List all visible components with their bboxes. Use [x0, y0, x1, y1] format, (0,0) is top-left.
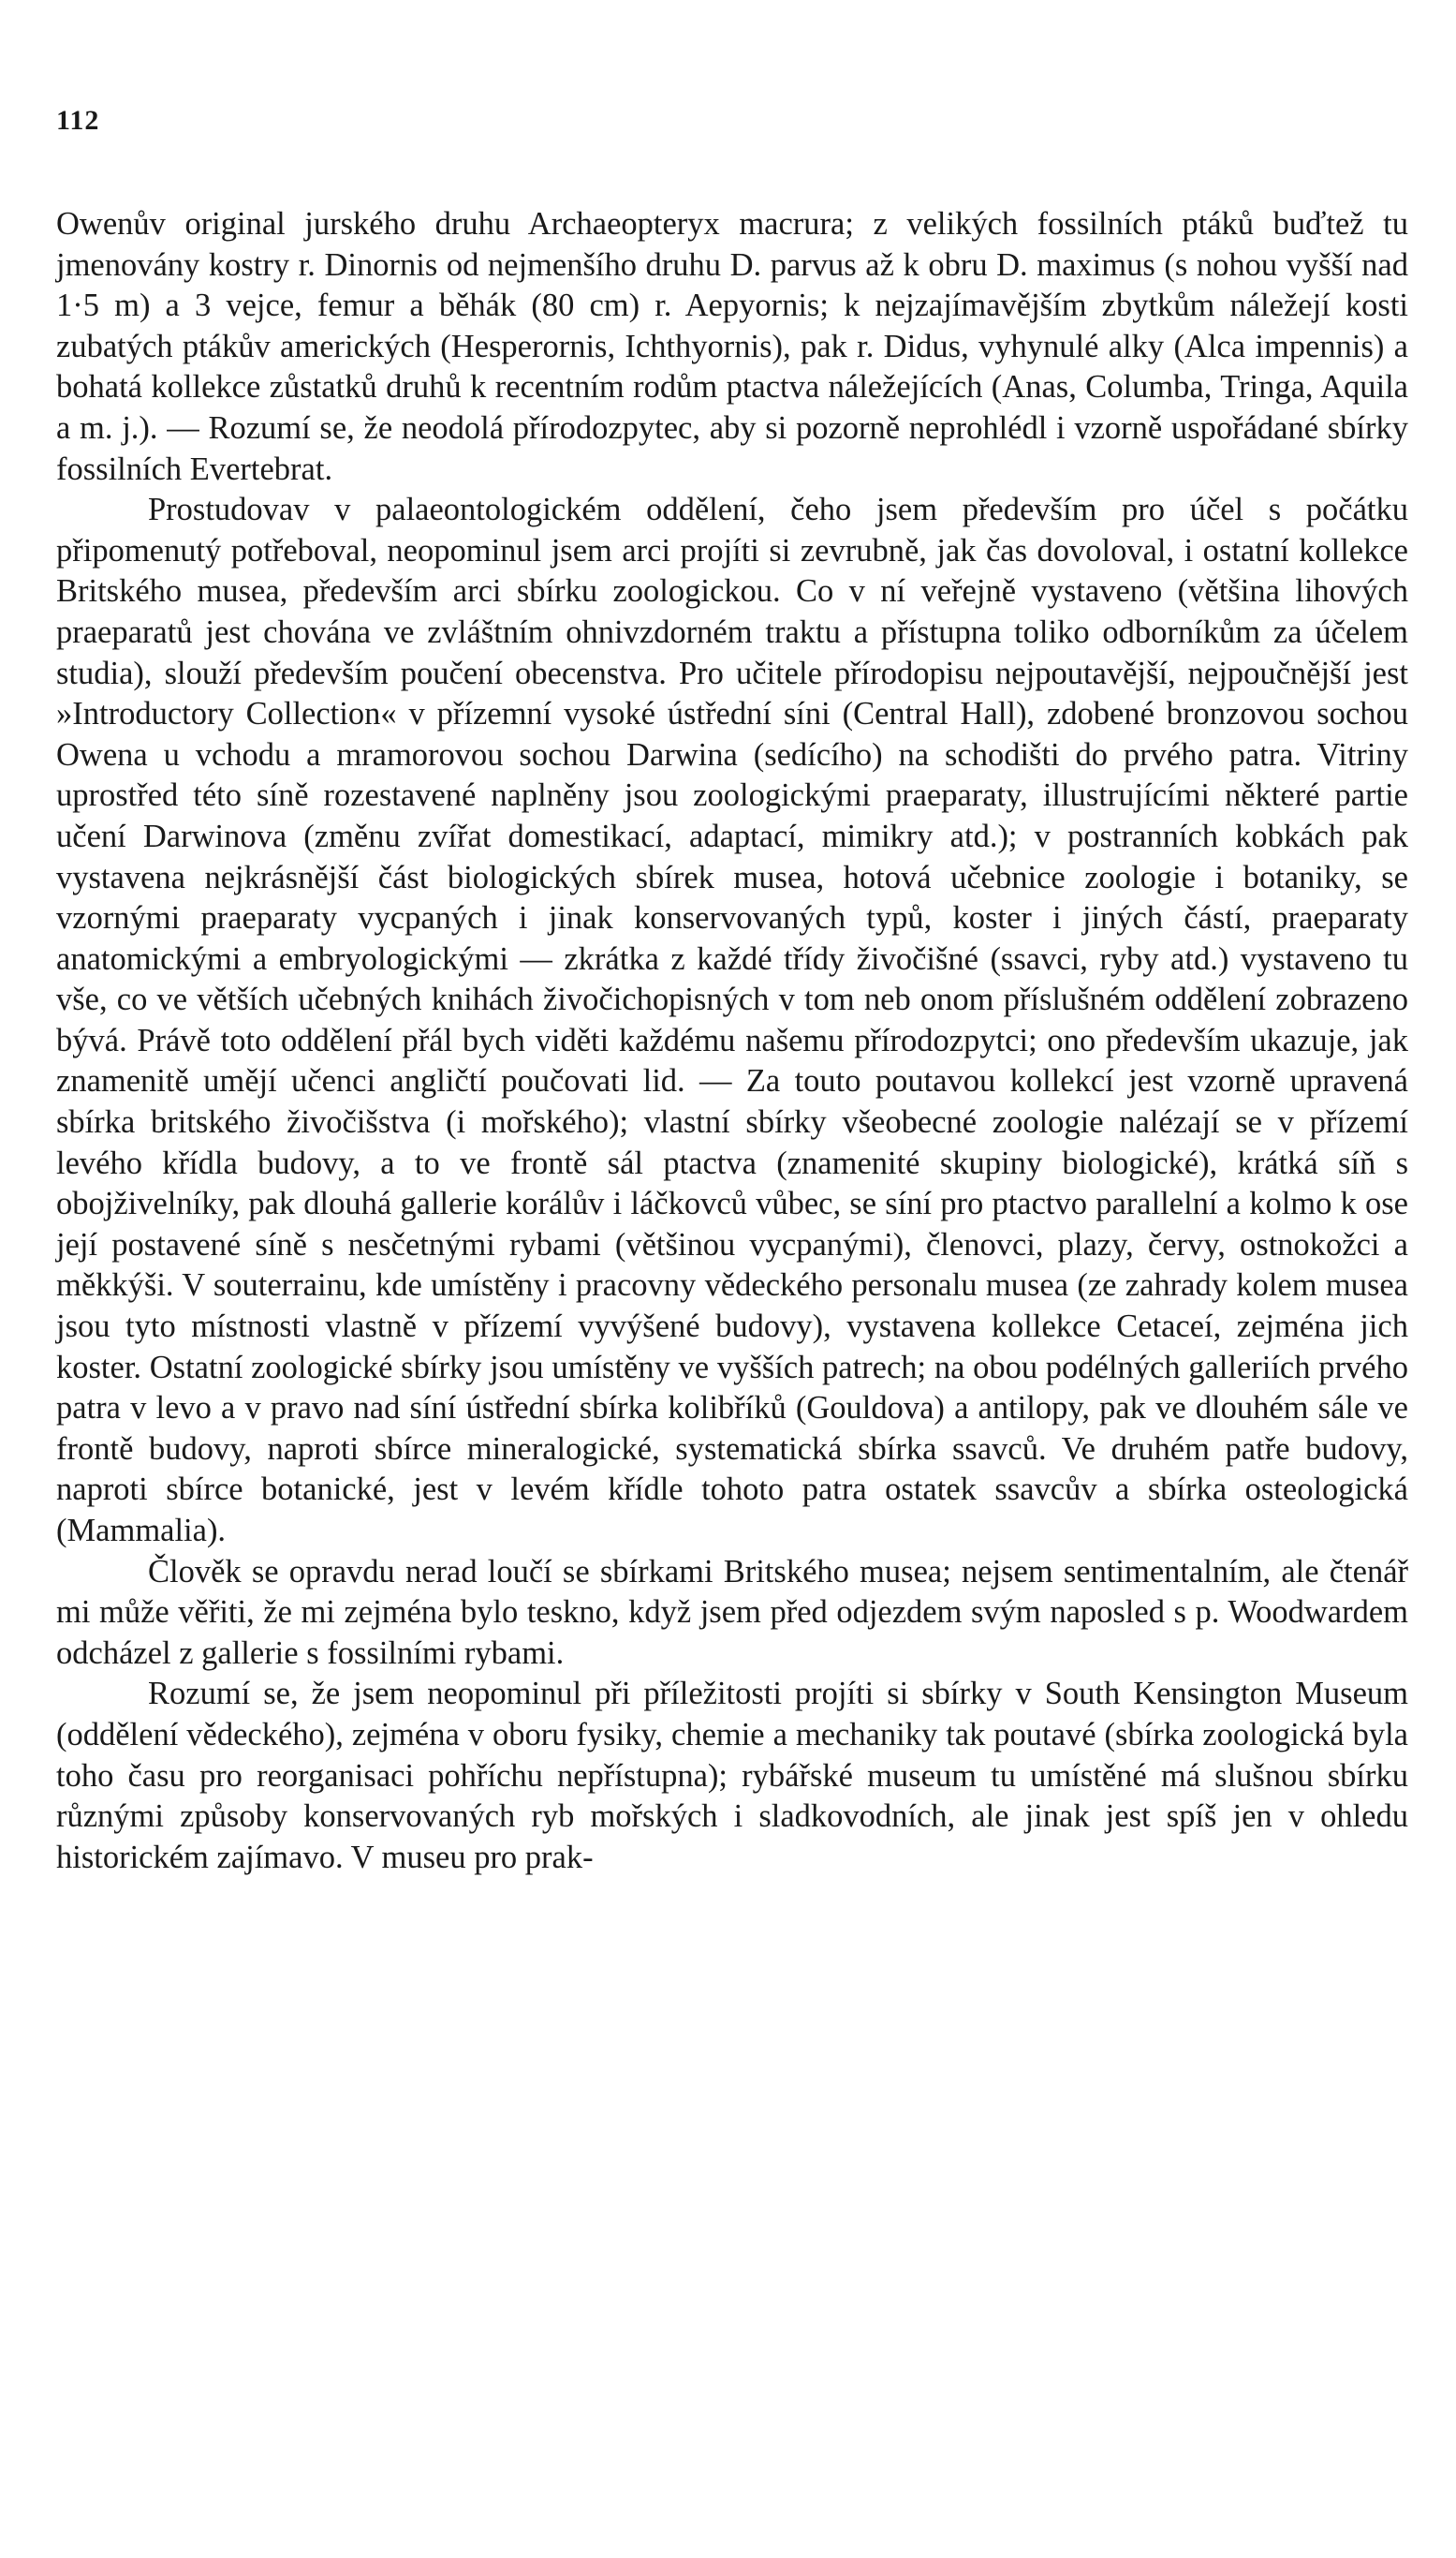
- paragraph-farewell: Člověk se opravdu nerad loučí se sbírkami Britského musea; nejsem sentimentalním, ale čtenář mi může věřiti, že mi zejména bylo teskno, když jsem před odjezdem svým naposled s p. Woodwardem odcházel z gallerie s fossilními rybami.: [56, 1553, 1408, 1671]
- page-body: [56, 204, 1408, 1878]
- paragraph-palaeontology: Prostudovav v palaeontologickém oddělení, čeho jsem především pro účel s počátku připomenutý potřeboval, neopominul jsem arci projíti si zevrubně, jak čas dovoloval, i ostatní kollekce Britského musea, především arci sbírku zoologickou. Co v ní veřejně vystaveno (většina lihových praeparatů jest chována ve zvláštním ohnivzdorném traktu a přístupna toliko odborníkům za účelem studia), slouží především poučení obecenstva. Pro učitele přírodopisu nejpoutavější, nejpoučnější jest »Introductory Collection« v přízemní vysoké ústřední síni (Central Hall), zdobené bronzovou sochou Owena u vchodu a mramorovou sochou Darwina (sedícího) na schodišti do prvého patra. Vitriny uprostřed této síně rozestavené naplněny jsou zoologickými praeparaty, illustrujícími některé partie učení Darwinova (změnu zvířat domestikací, adaptací, mimikry atd.); v postranních kobkách pak vystavena nejkrásnější část biologických sbírek musea, hotová učebnice zoologie i botaniky, se vzornými praeparaty vycpaných i jinak konservovaných typů, koster i jiných částí, praeparaty anatomickými a embryologickými — zkrátka z každé třídy živočišné (ssavci, ryby atd.) vystaveno tu vše, co ve větších učebných knihách živočichopisných v tom neb onom příslušném oddělení zobrazeno bývá. Právě toto oddělení přál bych viděti každému našemu přírodozpytci; ono především ukazuje, jak znamenitě umějí učenci angličtí poučovati lid. — Za touto poutavou kollekcí jest vzorně upravená sbírka britského živočišstva (i mořského); vlastní sbírky všeobecné zoologie nalézají se v přízemí levého křídla budovy, a to ve frontě sál ptactva (znamenité skupiny biologické), krátká síň s obojživelníky, pak dlouhá gallerie korálův i láčkovců vůbec, se síní pro ptactvo parallelní a kolmo k ose její postavené síně s nesčetnými rybami (většinou vycpanými), členovci, plazy, červy, ostnokožci a měkkýši. V souterrainu, kde umístěny i pracovny vědeckého personalu musea (ze zahrady kolem musea jsou tyto místnosti vlastně v přízemí vyvýšené budovy), vystavena kollekce Cetaceí, zejména jich koster. Ostatní zoologické sbírky jsou umístěny ve vyšších patrech; na obou podélných galleriích prvého patra v levo a v pravo nad síní ústřední sbírka kolibříků (Gouldova) a antilopy, pak ve dlouhém sále ve frontě budovy, naproti sbírce mineralogické, systematická sbírka ssavců. Ve druhém patře budovy, naproti sbírce botanické, jest v levém křídle tohoto patra ostatek ssavcův a sbírka osteologická (Mammalia).: [56, 492, 1408, 1548]
- page-number: 112: [56, 105, 100, 136]
- paragraph-archaeopteryx: Owenův original jurského druhu Archaeopteryx macrura; z velikých fossilních ptáků buďtež tu jmenovány kostry r. Dinornis od nejmenšího druhu D. parvus až k obru D. maximus (s nohou vyšší nad 1·5 m) a 3 vejce, femur a běhák (80 cm) r. Aepyornis; k nejzajímavějším zbytkům náležejí kosti zubatých ptákův amerických (Hesperornis, Ichthyornis), pak r. Didus, vyhynulé alky (Alca impennis) a bohatá kollekce zůstatků druhů k recentním rodům ptactva náležejících (Anas, Columba, Tringa, Aquila a m. j.). — Rozumí se, že neodolá přírodozpytec, aby si pozorně neprohlédl i vzorně uspořádané sbírky fossilních Evertebrat.: [56, 206, 1408, 487]
- paragraph-south-kensington: Rozumí se, že jsem neopominul při příležitosti projíti si sbírky v South Kensington Museum (oddělení vědeckého), zejména v oboru fysiky, chemie a mechaniky tak poutavé (sbírka zoologická byla toho času pro reorganisaci pohříchu nepřístupna); rybářské museum tu umístěné má slušnou sbírku různými způsoby konservovaných ryb mořských i sladkovodních, ale jinak jest spíš jen v ohledu historickém zajímavo. V museu pro prak-: [56, 1676, 1408, 1875]
